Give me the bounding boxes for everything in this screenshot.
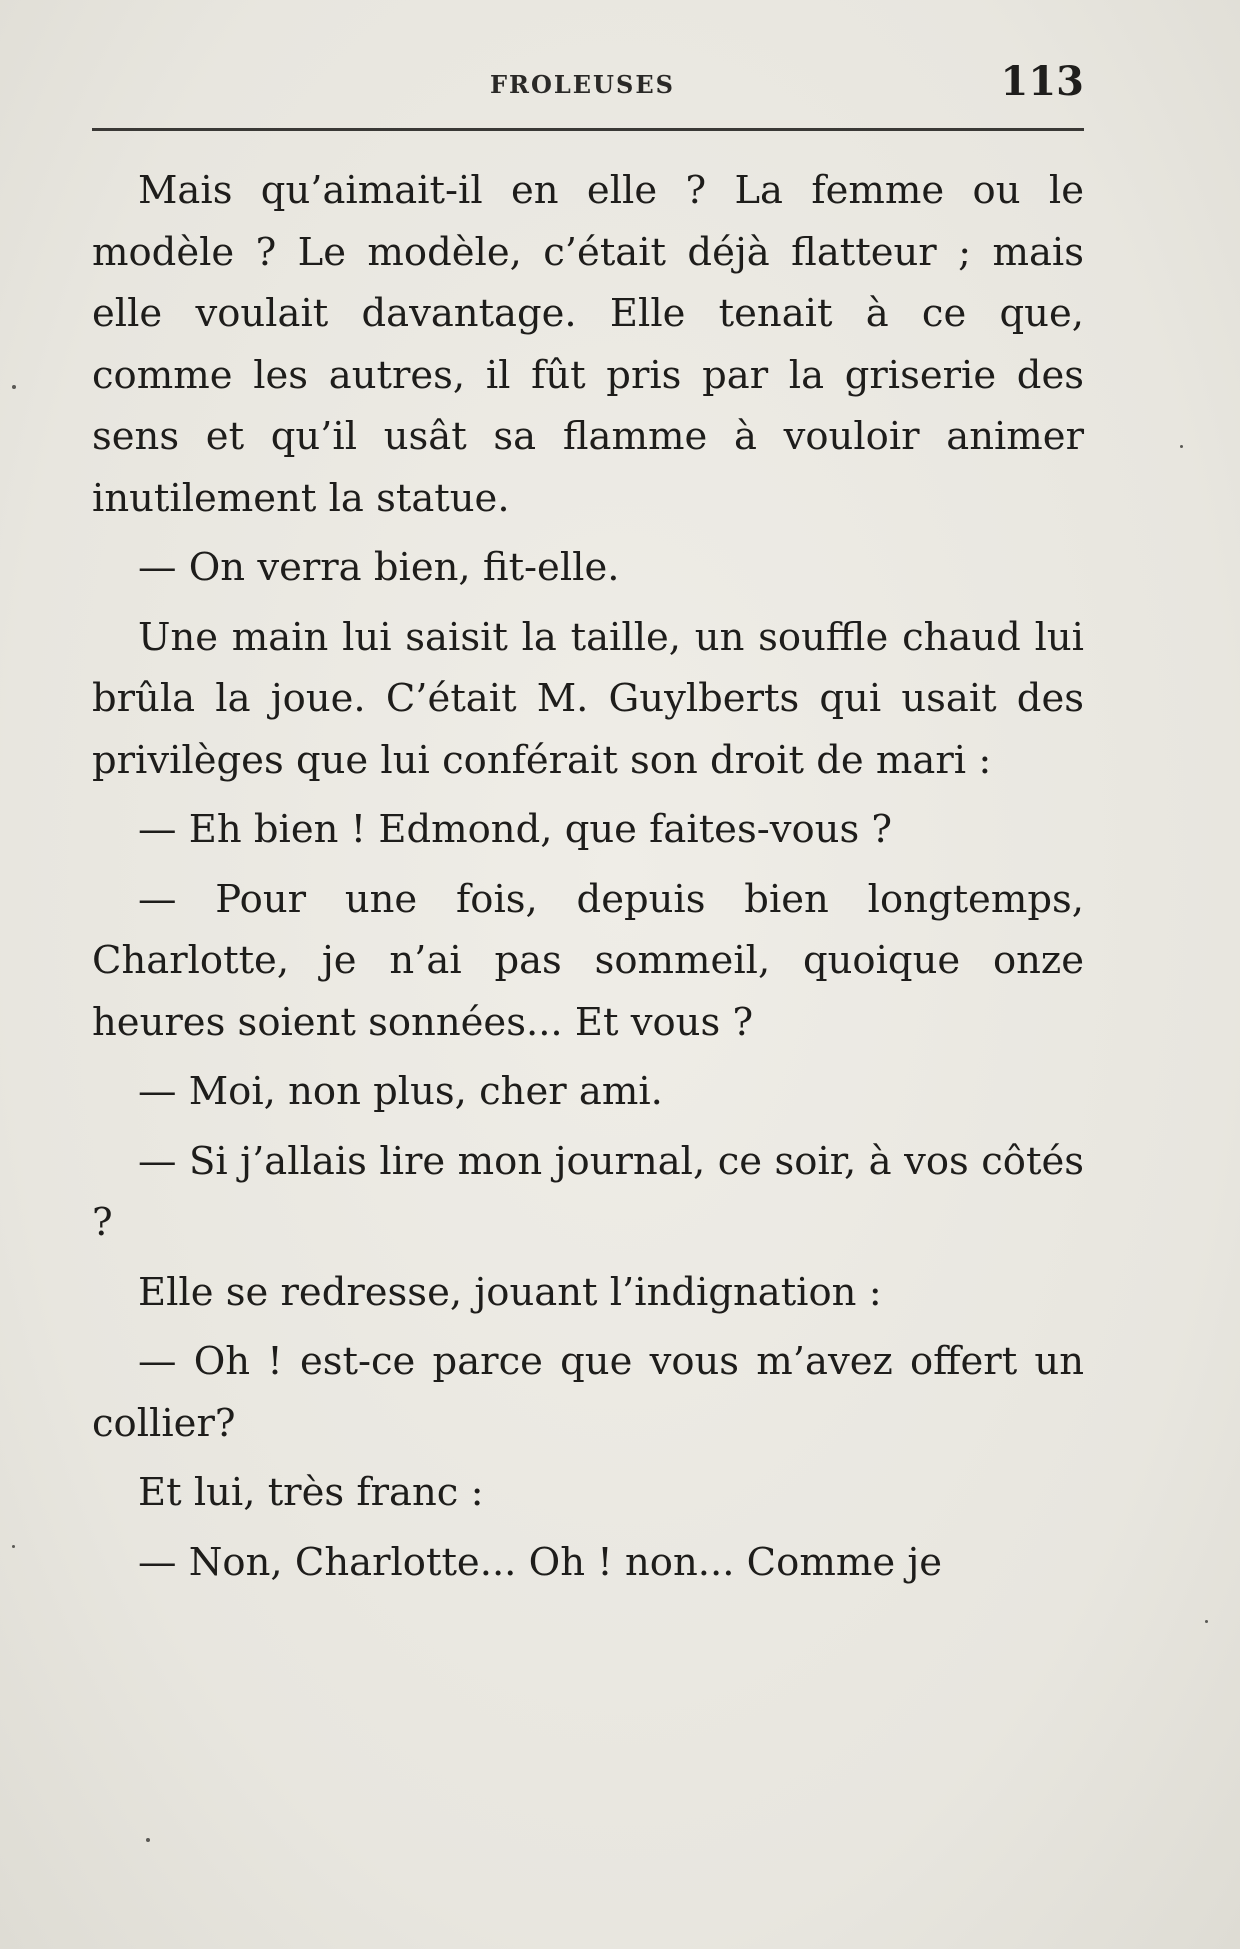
paragraph: — Eh bien ! Edmond, que faites-vous ?	[138, 807, 893, 852]
page-number: 113	[1000, 58, 1084, 105]
paragraph: — Si j’allais lire mon journal, ce soir, à vos côtés ?	[92, 1138, 1084, 1245]
paragraph: — Moi, non plus, cher ami.	[138, 1069, 663, 1114]
paper-speck	[12, 385, 16, 389]
page-header	[92, 58, 1084, 108]
paragraph: — Pour une fois, depuis bien longtemps, Charlotte, je n’ai pas sommeil, quoique onze heures soient sonnées... Et vous ?	[92, 876, 1084, 1045]
paper-speck	[1205, 1620, 1208, 1623]
paper-speck	[12, 1545, 15, 1548]
paragraph: — On verra bien, fit-elle.	[138, 545, 620, 590]
paragraph: Elle se redresse, jouant l’indignation :	[138, 1269, 882, 1315]
paragraph: Mais qu’aimait-il en elle ? La femme ou le modèle ? Le modèle, c’était déjà flatteur ; mais elle voulait davantage. Elle tenait à ce que, comme les autres, il fût pris par la griserie des sens et qu’il usât sa flamme à vouloir animer inutilement la statue.	[92, 168, 1084, 521]
paragraph: — Non, Charlotte... Oh ! non... Comme je	[138, 1539, 943, 1585]
paragraph: Une main lui saisit la taille, un souffle chaud lui brûla la joue. C’était M. Guylberts qui usait des privilèges que lui conférait son droit de mari :	[92, 614, 1084, 783]
running-title: FROLEUSES	[490, 70, 675, 99]
header-rule	[92, 128, 1084, 131]
body-text	[92, 160, 1084, 1593]
paragraph: Et lui, très franc :	[138, 1470, 484, 1515]
paper-speck	[146, 1838, 150, 1842]
paragraph: — Oh ! est-ce parce que vous m’avez offert un collier?	[92, 1339, 1084, 1446]
paper-speck	[1180, 445, 1183, 448]
